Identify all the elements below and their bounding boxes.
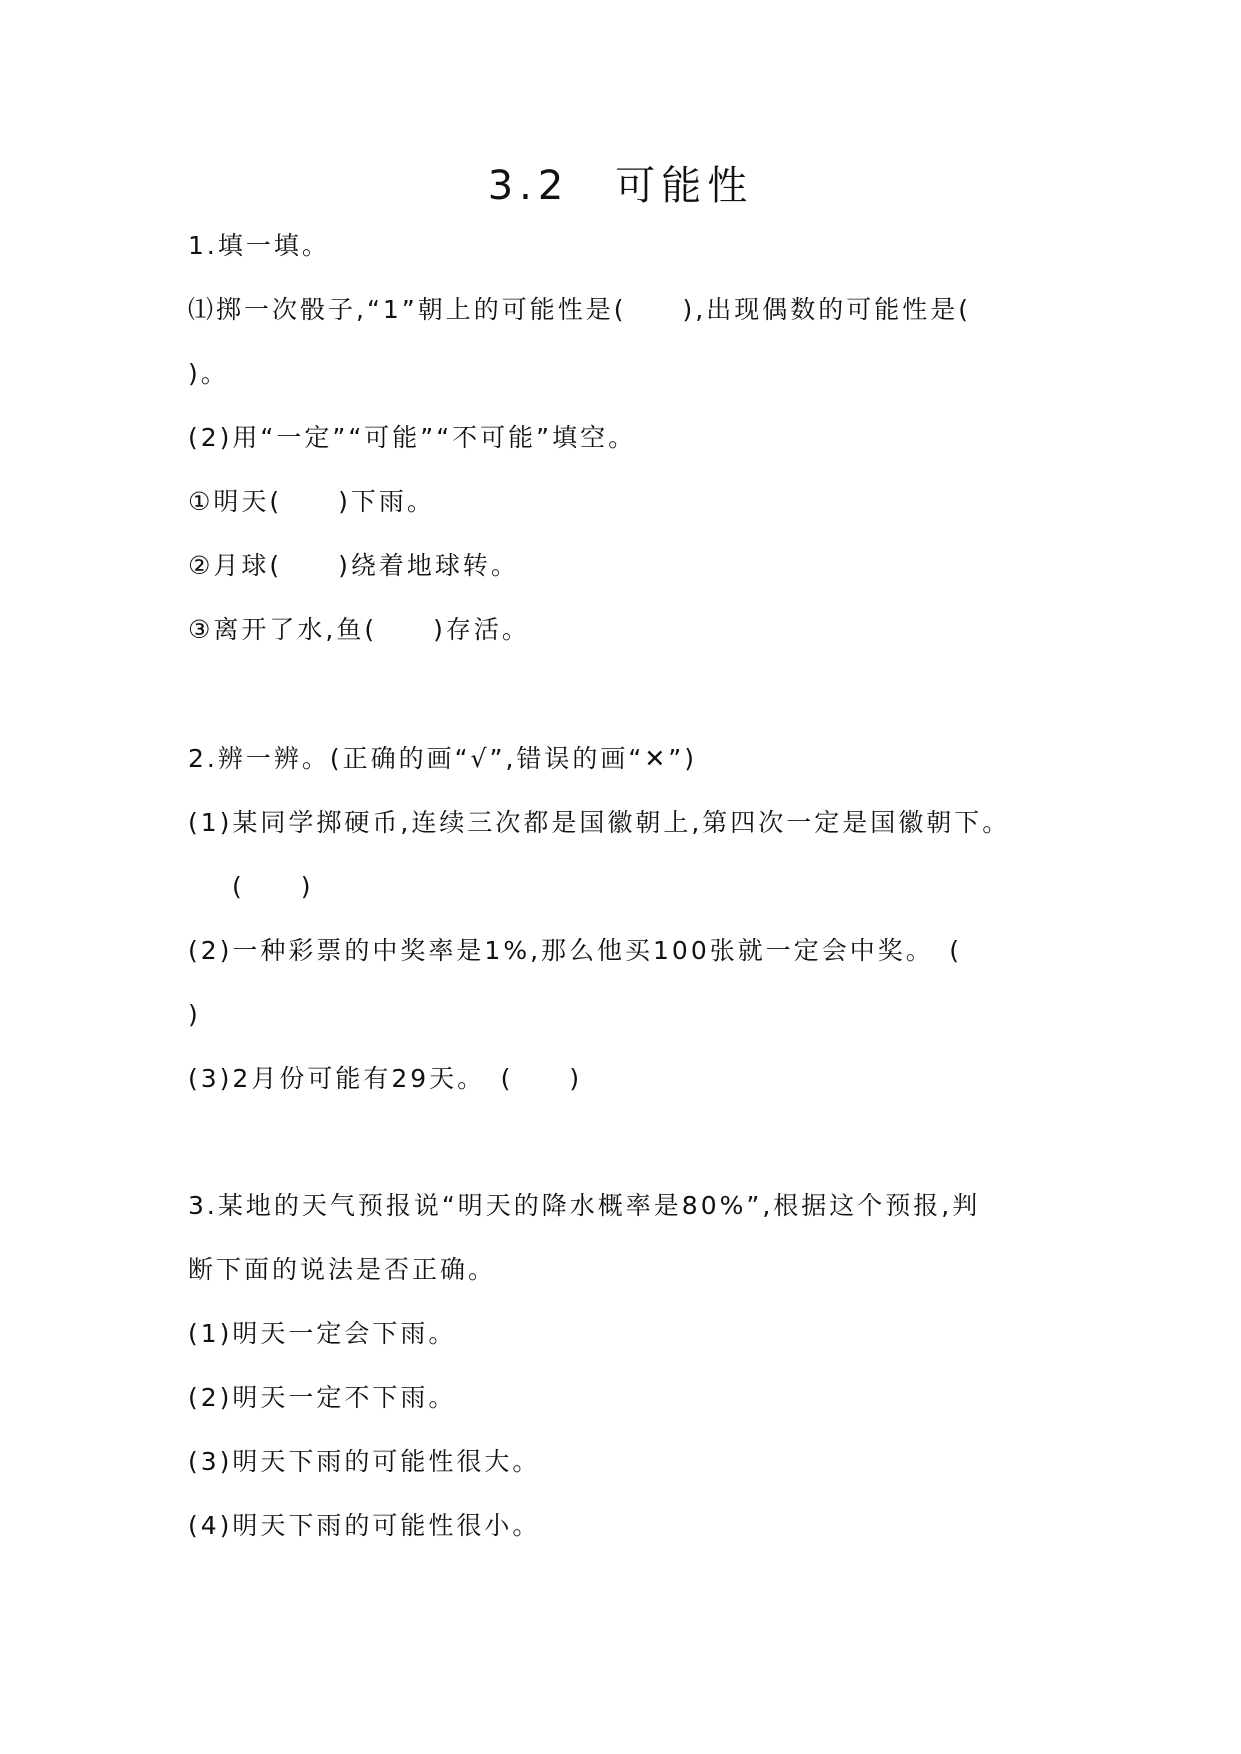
section-1-question-1-line-2: )。 (188, 359, 229, 388)
section-2-question-2-line-1: (2)一种彩票的中奖率是1%,那么他买100张就一定会中奖。 ( (188, 936, 962, 965)
page-title: 3.2 可能性 (487, 163, 754, 209)
section-2-question-2-line-2: ) (188, 1000, 201, 1029)
section-1-question-2-prompt: (2)用“一定”“可能”“不可能”填空。 (188, 423, 637, 452)
section-3-heading-line-1: 3.某地的天气预报说“明天的降水概率是80%”,根据这个预报,判 (188, 1191, 981, 1220)
section-3-statement-3: (3)明天下雨的可能性很大。 (188, 1447, 541, 1476)
section-1-item-1: ①明天( )下雨。 (188, 487, 435, 516)
section-1-question-1-line-1: ⑴掷一次骰子,“1”朝上的可能性是( ),出现偶数的可能性是( (188, 295, 971, 324)
section-1-heading: 1.填一填。 (188, 231, 330, 260)
section-3-statement-2: (2)明天一定不下雨。 (188, 1383, 457, 1412)
section-3-statement-1: (1)明天一定会下雨。 (188, 1319, 457, 1348)
section-1-item-3: ③离开了水,鱼( )存活。 (188, 615, 530, 644)
section-3-statement-4: (4)明天下雨的可能性很小。 (188, 1511, 541, 1540)
section-3-heading-line-2: 断下面的说法是否正确。 (188, 1255, 497, 1284)
section-2-question-3: (3)2月份可能有29天。 ( ) (188, 1064, 583, 1093)
section-2-heading: 2.辨一辨。(正确的画“√”,错误的画“✕”) (188, 744, 697, 773)
section-2-question-1-answer-blank: ( ) (232, 872, 314, 901)
section-1-item-2: ②月球( )绕着地球转。 (188, 551, 519, 580)
section-2-question-1-line-1: (1)某同学掷硬币,连续三次都是国徽朝上,第四次一定是国徽朝下。 (188, 808, 1011, 837)
